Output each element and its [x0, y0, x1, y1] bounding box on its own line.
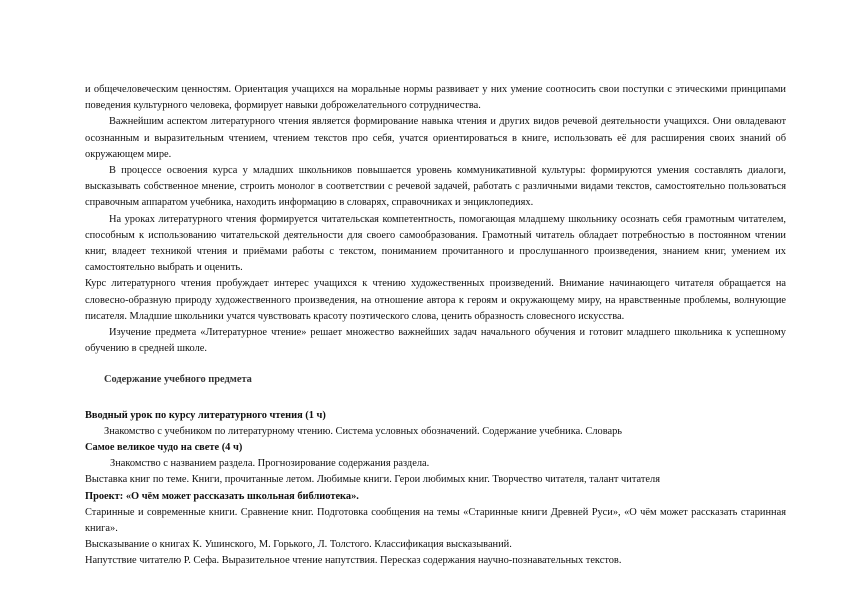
lesson-2-line-4: Высказывание о книгах К. Ушинского, М. Горького, Л. Толстого. Классификация высказываний.: [85, 539, 512, 551]
paragraph-intro-5: Курс литературного чтения пробуждает интерес учащихся к чтению художественных произведений. Внимание начинающего читателя обращается на словесно-образную природу художественного произведения, на отношение автора к героям и окружающему миру, на нравственные проблемы, волнующие писателя. Младшие школьники учатся чувствовать красоту поэтического слова, ценить образность словесного искусства.: [85, 278, 786, 322]
lesson-1-text: Знакомство с учебником по литературному чтению. Система условных обозначений. Содержание учебника. Словарь: [104, 425, 623, 437]
lesson-2-heading: Самое великое чудо на свете (4 ч): [85, 442, 243, 454]
lesson-2-line-2: Выставка книг по теме. Книги, прочитанные летом. Любимые книги. Герои любимых книг. Творчество читателя, талант читателя: [85, 474, 660, 486]
lesson-1-heading: Вводный урок по курсу литературного чтения (1 ч): [85, 409, 326, 421]
lesson-2-line-1: Знакомство с названием раздела. Прогнозирование содержания раздела.: [110, 458, 430, 470]
lesson-2-project: Проект: «О чём может рассказать школьная библиотека».: [85, 490, 359, 502]
section-title: Содержание учебного предмета: [104, 374, 252, 386]
paragraph-intro-6: Изучение предмета «Литературное чтение» решает множество важнейших задач начального обучения и готовит младшего школьника к успешному обучению в средней школе.: [85, 327, 786, 355]
paragraph-intro-4: На уроках литературного чтения формируется читательская компетентность, помогающая младшему школьнику осознать себя грамотным читателем, способным к использованию читательской деятельности для своего самообразования. Грамотный читатель обладает потребностью в постоянном чтении книг, владеет техникой чтения и приёмами работы с текстом, пониманием прочитанного и прослушанного произведения, знанием книг, умением их самостоятельно выбрать и оценить.: [85, 213, 786, 274]
document-body: [85, 82, 786, 570]
lesson-2-line-5: Напутствие читателю Р. Сефа. Выразительное чтение напутствия. Пересказ содержания научно-познавательных текстов.: [85, 555, 622, 567]
paragraph-intro-3: В процессе освоения курса у младших школьников повышается уровень коммуникативной культуры: формируются умения составлять диалоги, высказывать собственное мнение, строить монолог в соответствии с речевой задачей, работать с различными видами текстов, самостоятельно пользоваться справочным аппаратом учебника, находить информацию в словарях, справочниках и энциклопедиях.: [85, 165, 786, 209]
lesson-2-line-3: Старинные и современные книги. Сравнение книг. Подготовка сообщения на темы «Старинные книги Древней Руси», «О чём может рассказать старинная книга».: [85, 506, 786, 535]
paragraph-intro-2: Важнейшим аспектом литературного чтения является формирование навыка чтения и других видов речевой деятельности учащихся. Они овладевают осознанным и выразительным чтением, чтением текстов про себя, учатся ориентироваться в книге, использовать её для расширения своих знаний об окружающем мире.: [85, 116, 786, 160]
paragraph-intro-1: и общечеловеческим ценностям. Ориентация учащихся на моральные нормы развивает у них умение соотносить свои поступки с этическими принципами поведения культурного человека, формирует навыки доброжелательного сотрудничества.: [85, 84, 786, 112]
